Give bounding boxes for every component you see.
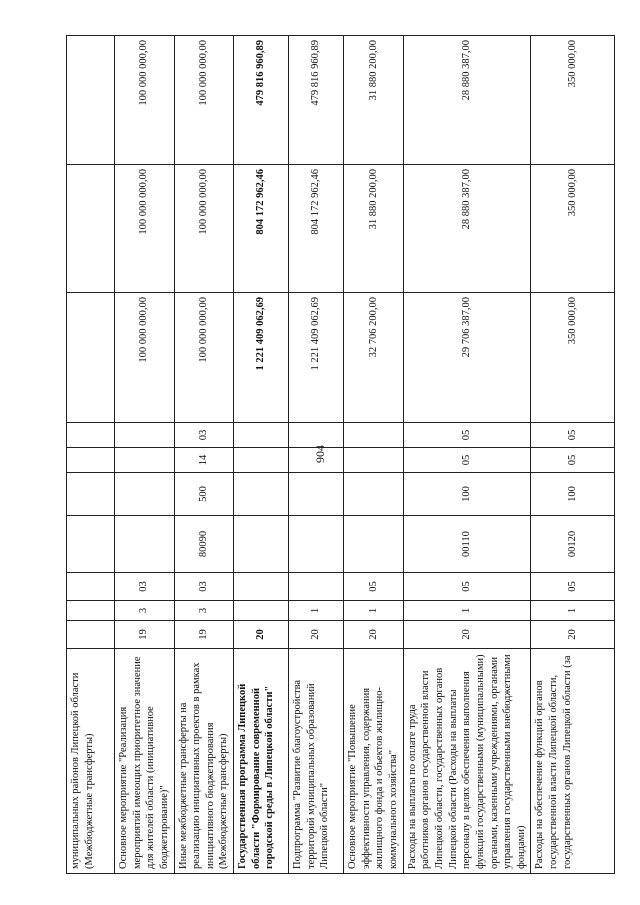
code-cell-c5 [344, 473, 404, 516]
amount-cell-v3: 100 000 000,00 [115, 36, 175, 165]
code-cell-c3 [234, 573, 289, 601]
code-cell-c4 [115, 516, 175, 573]
code-cell-c7 [289, 423, 344, 448]
code-cell-c4 [67, 516, 115, 573]
code-cell-c4 [234, 516, 289, 573]
code-cell-c7 [67, 423, 115, 448]
code-cell-c2: 1 [403, 601, 531, 621]
code-cell-c7: 03 [174, 423, 234, 448]
code-cell-c1: 20 [403, 621, 531, 649]
table-row [403, 36, 531, 874]
amount-cell-v1: 100 000 000,00 [115, 293, 175, 423]
amount-cell-v1: 1 221 409 062,69 [289, 293, 344, 423]
amount-cell-v3: 100 000 000,00 [174, 36, 234, 165]
code-cell-c2 [67, 601, 115, 621]
row-name-cell: Расходы на обеспечение функций органов государственной власти Липецкой области, государственных органов Липецкой области (за [531, 649, 615, 874]
code-cell-c6 [67, 448, 115, 473]
code-cell-c2: 1 [531, 601, 615, 621]
amount-cell-v2: 100 000 000,00 [115, 165, 175, 293]
code-cell-c5: 100 [403, 473, 531, 516]
amount-cell-v3: 31 880 200,00 [344, 36, 404, 165]
code-cell-c7: 05 [531, 423, 615, 448]
table-row [289, 36, 344, 874]
code-cell-c3: 05 [531, 573, 615, 601]
amount-cell-v3: 479 816 960,89 [289, 36, 344, 165]
row-name-cell: муниципальных районов Липецкой области (Межбюджетные трансферты) [67, 649, 115, 874]
amount-cell-v1 [67, 293, 115, 423]
code-cell-c3: 03 [174, 573, 234, 601]
code-cell-c1: 20 [344, 621, 404, 649]
code-cell-c2: 3 [115, 601, 175, 621]
code-cell-c6: 05 [531, 448, 615, 473]
budget-table-rotated [66, 36, 587, 874]
code-cell-c3: 05 [344, 573, 404, 601]
code-cell-c1: 20 [289, 621, 344, 649]
budget-table [66, 35, 615, 874]
code-cell-c2: 3 [174, 601, 234, 621]
amount-cell-v1: 350 000,00 [531, 293, 615, 423]
code-cell-c1: 19 [174, 621, 234, 649]
amount-cell-v3: 28 880 387,00 [403, 36, 531, 165]
code-cell-c3: 05 [403, 573, 531, 601]
code-cell-c4: 80090 [174, 516, 234, 573]
code-cell-c6 [234, 448, 289, 473]
code-cell-c2: 1 [344, 601, 404, 621]
code-cell-c5: 500 [174, 473, 234, 516]
code-cell-c4 [344, 516, 404, 573]
code-cell-c5 [234, 473, 289, 516]
code-cell-c3 [289, 573, 344, 601]
amount-cell-v1: 100 000 000,00 [174, 293, 234, 423]
table-row [67, 36, 115, 874]
amount-cell-v2: 350 000,00 [531, 165, 615, 293]
code-cell-c7 [344, 423, 404, 448]
code-cell-c1: 19 [115, 621, 175, 649]
row-name-cell: Иные межбюджетные трансферты на реализацию инициативных проектов в рамках инициативного бюджетирования (Межбюджетные трансферты) [174, 649, 234, 874]
row-name-cell: Основное мероприятие "Реализация мероприятий имеющих приоритетное значение для жителей области (инициативное бюджетирование)" [115, 649, 175, 874]
amount-cell-v2: 31 880 200,00 [344, 165, 404, 293]
table-row [531, 36, 615, 874]
code-cell-c6 [115, 448, 175, 473]
table-row [344, 36, 404, 874]
amount-cell-v2: 100 000 000,00 [174, 165, 234, 293]
amount-cell-v2: 804 172 962,46 [234, 165, 289, 293]
amount-cell-v3 [67, 36, 115, 165]
row-name-cell: Государственная программа Липецкой области "Формирование современной городской среды в Липецкой области" [234, 649, 289, 874]
code-cell-c1: 20 [234, 621, 289, 649]
code-cell-c5 [67, 473, 115, 516]
code-cell-c2: 1 [289, 601, 344, 621]
code-cell-c6 [344, 448, 404, 473]
code-cell-c5 [115, 473, 175, 516]
code-cell-c4: 00120 [531, 516, 615, 573]
amount-cell-v2 [67, 165, 115, 293]
amount-cell-v1: 29 706 387,00 [403, 293, 531, 423]
code-cell-c1 [67, 621, 115, 649]
code-cell-c6 [289, 448, 344, 473]
page-number: 904 [313, 445, 327, 463]
amount-cell-v3: 350 000,00 [531, 36, 615, 165]
table-row [234, 36, 289, 874]
code-cell-c6: 05 [403, 448, 531, 473]
amount-cell-v2: 804 172 962,46 [289, 165, 344, 293]
code-cell-c5 [289, 473, 344, 516]
code-cell-c7 [234, 423, 289, 448]
code-cell-c4 [289, 516, 344, 573]
row-name-cell: Расходы на выплаты по оплате труда работников органов государственной власти Липецкой области, государственных органов Липецкой области (Расходы на выплаты персоналу в целях обеспечения выполнения функций государственными (муниципальными) органами, казенными учреждениями, органами управления государственными внебюджетными фондами) [403, 649, 531, 874]
amount-cell-v3: 479 816 960,89 [234, 36, 289, 165]
code-cell-c3: 03 [115, 573, 175, 601]
row-name-cell: Основное мероприятие "Повышение эффективности управления, содержания жилищного фонда и объектов жилищно-коммунального хозяйства" [344, 649, 404, 874]
amount-cell-v1: 32 706 200,00 [344, 293, 404, 423]
table-row [174, 36, 234, 874]
amount-cell-v2: 28 880 387,00 [403, 165, 531, 293]
code-cell-c1: 20 [531, 621, 615, 649]
table-row [115, 36, 175, 874]
code-cell-c5: 100 [531, 473, 615, 516]
code-cell-c2 [234, 601, 289, 621]
amount-cell-v1: 1 221 409 062,69 [234, 293, 289, 423]
code-cell-c3 [67, 573, 115, 601]
code-cell-c6: 14 [174, 448, 234, 473]
row-name-cell: Подпрограмма "Развитие благоустройства территорий муниципальных образований Липецкой области" [289, 649, 344, 874]
code-cell-c4: 00110 [403, 516, 531, 573]
code-cell-c7 [115, 423, 175, 448]
code-cell-c7: 05 [403, 423, 531, 448]
